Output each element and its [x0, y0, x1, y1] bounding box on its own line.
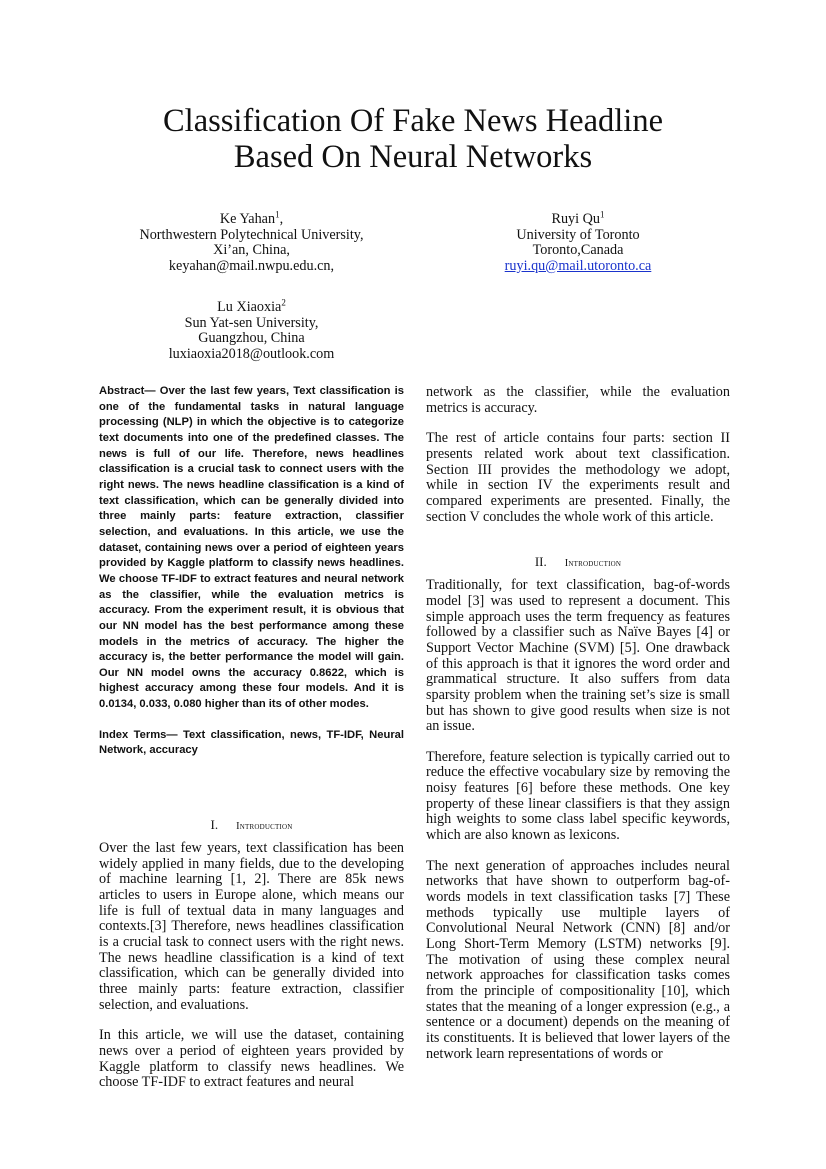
section-title: Introduction	[236, 821, 293, 833]
left-column	[99, 380, 404, 1091]
section-number: I.	[210, 817, 219, 833]
intro-continued-paragraph: network as the classifier, while the evaluation metrics is accuracy.	[426, 384, 730, 416]
section-title: Introduction	[564, 558, 622, 570]
abstract-text: Over the last few years, Text classification is one of the fundamental tasks in natural language processing (NLP) in which the objective is to categorize text documents into one of the predefined classes. The news is full of our life. Therefore, news headlines classification is a crucial task to connect users with the right news. The news headline classification is a kind of text classification, which can be generally divided into three mainly parts: feature extraction, classifier selection, and evaluations. In this article, we use the dataset, containing news over a period of eighteen years provided by Kaggle platform to classify news headlines. We choose TF-IDF to extract features and neural network as the classifier, while the evaluation metrics is accuracy. From the experiment result, it is obvious that our NN model has the best performance among these models in the metrics of accuracy. The higher the accuracy is, the better performance the model will gain. Our NN model owns the accuracy 0.8622, which is highest accuracy among these four models. And it is 0.0134, 0.033, 0.080 higher than its of other modes.	[99, 385, 404, 711]
author-location: Toronto,Canada	[532, 242, 624, 259]
abstract	[99, 384, 404, 713]
author-name: Ruyi Qu$^1$	[551, 209, 605, 227]
right-column	[426, 380, 730, 1062]
index-terms-label: Index Terms—	[99, 728, 178, 741]
abstract-label: Abstract—	[99, 385, 156, 397]
index-terms-text: Text classification, news, TF-IDF, Neural Network, accuracy	[99, 728, 405, 757]
index-terms	[99, 728, 404, 759]
section1-paragraph-1: Over the last few years, text classification has been widely applied in many fields, due to the developing of machine learning [1, 2]. There are 85k news articles to users in Europe alone, which means our life is full of textual data in many languages and contexts.[3] Therefore, news headlines classification is a crucial task to connect users with the right news. The news headline classification is a kind of text classification, which can be generally divided into three mainly parts: feature extraction, classifier selection, and evaluations.	[99, 840, 404, 1013]
paper-title	[60, 103, 766, 175]
author-name: Lu Xiaoxia$^2$	[217, 297, 286, 315]
paper-title-line-1: Classification Of Fake News Headline	[162, 103, 663, 139]
author-name: Ke Yahan$^1$,	[219, 209, 284, 227]
section2-paragraph-3: The next generation of approaches includes neural networks that have shown to outperform bag-of-words models in text classification tasks [7] These methods typically use multiple layers of Convolutional Neural Network (CNN) [8] and/or Long Short-Term Memory (LSTM) networks [9]. The motivation of using these complex neural network approaches for classification tasks comes from the principle of compositionality [10], which states that the meaning of a longer expression (e.g., a sentence or a document) depends on the meaning of its constituents. It is believed that lower layers of the network learn representations of words or	[426, 857, 730, 1062]
author-affiliation: Northwestern Polytechnical University,	[139, 226, 364, 243]
section-heading-introduction-1	[99, 817, 404, 835]
author-email-link[interactable]: ruyi.qu@mail.utoronto.ca	[504, 257, 652, 274]
author-location: Xi’an, China,	[213, 242, 290, 259]
author-email: luxiaoxia2018@outlook.com	[168, 345, 335, 362]
section2-paragraph-2: Therefore, feature selection is typically carried out to reduce the effective vocabulary size by removing the noisy features [6] before these methods. One key property of these linear classifiers is that they assign high weights to some class label specific keywords, which are also known as lexicons.	[426, 748, 730, 844]
author-block-ke-yahan	[99, 209, 404, 274]
author-affiliation: University of Toronto	[516, 226, 640, 243]
author-block-lu-xiaoxia	[99, 297, 404, 362]
author-location: Guangzhou, China	[198, 330, 305, 347]
author-email: keyahan@mail.nwpu.edu.cn,	[168, 257, 335, 274]
section1-paragraph-2: In this article, we will use the dataset, containing news over a period of eighteen years provided by Kaggle platform to classify news headlines. We choose TF-IDF to extract features and neural	[99, 1027, 404, 1091]
section-number: II.	[534, 554, 547, 570]
author-affiliation: Sun Yat-sen University,	[184, 314, 319, 331]
section2-paragraph-1: Traditionally, for text classification, bag-of-words model [3] was used to represent a document. This simple approach uses the term frequency as features followed by a classifier such as Naïve Bayes [4] or Support Vector Machine (SVM) [5]. One drawback of this approach is that it ignores the word order and grammatical structure. It also suffers from data sparsity problem when the training set’s size is small but has shown to give good results when size is not an issue.	[426, 577, 730, 735]
section-heading-introduction-2	[426, 554, 730, 572]
paper-title-line-2: Based On Neural Networks	[233, 139, 593, 175]
author-block-ruyi-qu	[426, 209, 730, 274]
article-outline-paragraph: The rest of article contains four parts: section II presents related work about text classification. Section III provides the methodology we adopt, while in section IV the experiments result and compared experiments are presented. Finally, the section V concludes the whole work of this article.	[426, 430, 730, 525]
